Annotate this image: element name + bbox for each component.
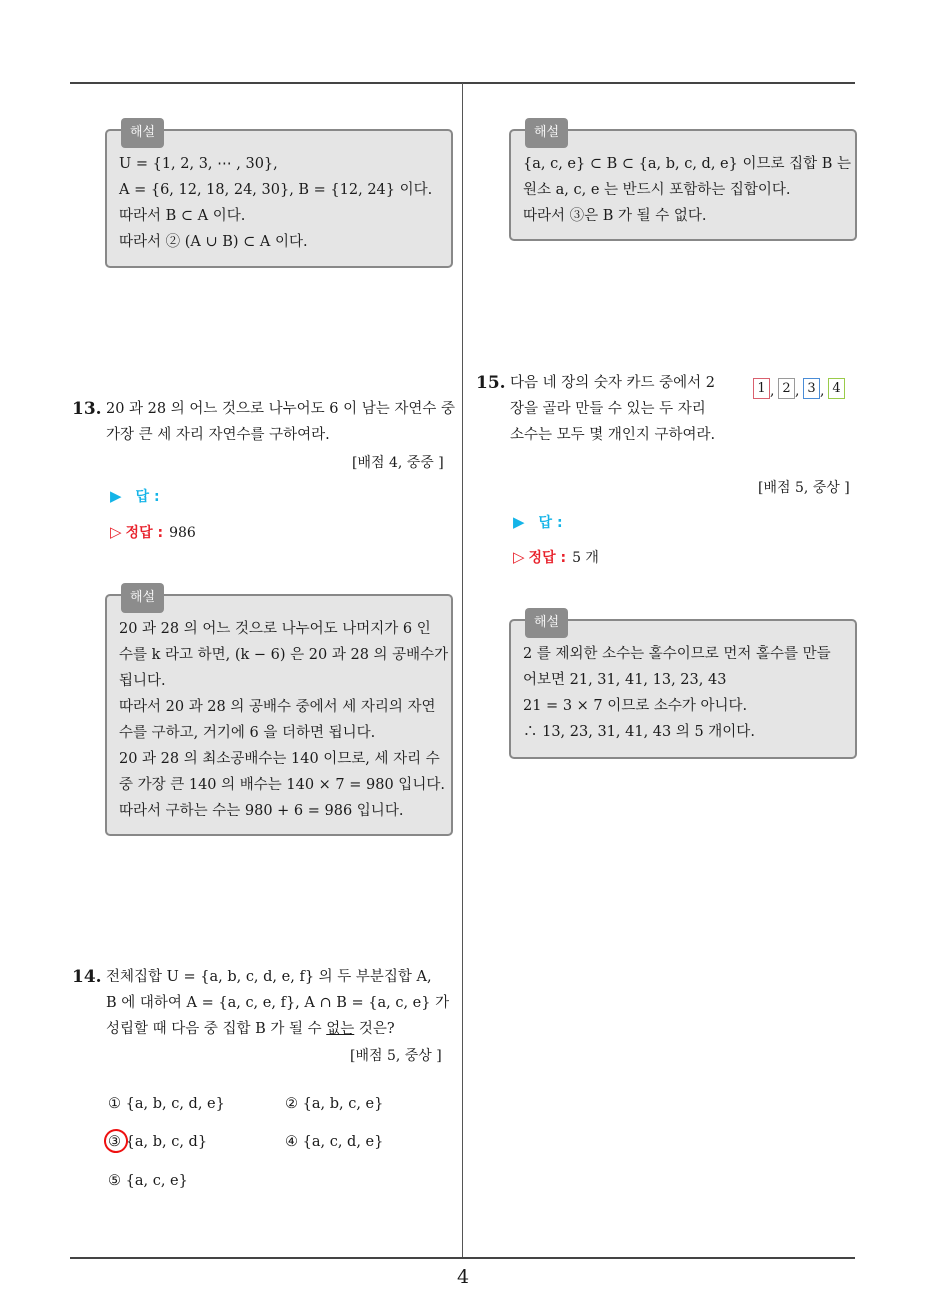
q12-explanation-box (105, 125, 453, 268)
explanation-line: 2 를 제외한 소수는 홀수이므로 먼저 홀수를 만들 (523, 646, 831, 662)
q15-answer-row (513, 512, 563, 532)
outline-triangle-icon: ▷ (513, 548, 525, 566)
bottom-rule (70, 1257, 855, 1259)
outline-triangle-icon: ▷ (110, 523, 122, 541)
explanation-line: 따라서 ③은 B 가 될 수 없다. (523, 208, 707, 224)
question-number: 14. (72, 967, 102, 987)
explanation-line: 20 과 28 의 최소공배수는 140 이므로, 세 자리 수 (119, 751, 440, 767)
explanation-line: 수를 구하고, 거기에 6 을 더하면 됩니다. (119, 725, 376, 741)
question-number: 15. (476, 373, 506, 393)
number-card-3: 3 (803, 378, 820, 399)
answer-label: 답 : (538, 515, 563, 531)
explanation-line: 원소 a, c, e 는 반드시 포함하는 집합이다. (523, 182, 791, 198)
explanation-line: 20 과 28 의 어느 것으로 나누어도 나머지가 6 인 (119, 621, 431, 637)
explanation-line: 21 = 3 × 7 이므로 소수가 아니다. (523, 698, 748, 714)
question-text-line: 가장 큰 세 자리 자연수를 구하여라. (106, 427, 330, 443)
question-text-line: 다음 네 장의 숫자 카드 중에서 2 (510, 375, 715, 391)
question-15 (476, 370, 756, 448)
question-text-line: 전체집합 U = {a, b, c, d, e, f} 의 두 부분집합 A, (106, 969, 432, 985)
number-card-4: 4 (828, 378, 845, 399)
question-text-line: 20 과 28 의 어느 것으로 나누어도 6 이 남는 자연수 중 (106, 401, 455, 417)
explanation-line: 됩니다. (119, 673, 166, 689)
q13-explanation-box (105, 590, 453, 836)
choice-4[interactable]: ④ {a, c, d, e} (285, 1134, 384, 1150)
explanation-line: 따라서 B ⊂ A 이다. (119, 208, 246, 224)
choice-5[interactable]: ⑤ {a, c, e} (108, 1173, 188, 1189)
explanation-line: 중 가장 큰 140 의 배수는 140 × 7 = 980 입니다. (119, 777, 445, 793)
explanation-line: 따라서 20 과 28 의 공배수 중에서 세 자리의 자연 (119, 699, 436, 715)
q13-correct-row (110, 522, 196, 542)
explanation-line: 수를 k 라고 하면, (k − 6) 은 20 과 28 의 공배수가 (119, 647, 449, 663)
filled-triangle-icon: ▶ (513, 513, 525, 531)
q15-explanation-box (509, 615, 857, 759)
explanation-line: U = {1, 2, 3, ⋯ , 30}, (119, 156, 278, 172)
correct-label: 정답 : (125, 525, 164, 541)
explanation-line: A = {6, 12, 18, 24, 30}, B = {12, 24} 이다. (119, 182, 433, 198)
explanation-line: ∴ 13, 23, 31, 41, 43 의 5 개이다. (523, 724, 755, 740)
q14-explanation-box (509, 125, 857, 241)
question-number: 13. (72, 399, 102, 419)
filled-triangle-icon: ▶ (110, 487, 122, 505)
question-text-line: 소수는 모두 몇 개인지 구하여라. (510, 427, 716, 443)
q13-answer-row (110, 486, 160, 506)
explanation-tag: 해설 (121, 583, 164, 613)
question-text-line: 장을 골라 만들 수 있는 두 자리 (510, 401, 706, 417)
question-text-line: 성립할 때 다음 중 집합 B 가 될 수 없는 것은? (106, 1021, 395, 1037)
explanation-line: 따라서 구하는 수는 980 + 6 = 986 입니다. (119, 803, 404, 819)
column-divider (462, 83, 463, 1257)
q13-score: [배점 4, 중중 ] (352, 455, 444, 471)
underlined-word: 없는 (326, 1021, 355, 1037)
answer-label: 답 : (135, 489, 160, 505)
q15-correct-row (513, 547, 599, 567)
correct-value: 986 (169, 525, 196, 541)
explanation-tag: 해설 (121, 118, 164, 148)
question-text-line: B 에 대하여 A = {a, c, e, f}, A ∩ B = {a, c, e} 가 (106, 995, 450, 1011)
number-cards: 1 , 2 , 3 , 4 (753, 378, 845, 399)
number-card-2: 2 (778, 378, 795, 399)
red-circle-mark-icon (102, 1127, 130, 1155)
question-14 (72, 964, 462, 1042)
choice-3[interactable]: ③ {a, b, c, d} (108, 1134, 208, 1150)
correct-value: 5 개 (572, 550, 599, 566)
explanation-tag: 해설 (525, 118, 568, 148)
explanation-line: 따라서 ② (A ∪ B) ⊂ A 이다. (119, 234, 308, 250)
explanation-line: {a, c, e} ⊂ B ⊂ {a, b, c, d, e} 이므로 집합 B 는 (523, 156, 851, 172)
choice-1[interactable]: ① {a, b, c, d, e} (108, 1096, 225, 1112)
question-13 (72, 396, 462, 448)
q15-score: [배점 5, 중상 ] (758, 480, 850, 496)
choice-2[interactable]: ② {a, b, c, e} (285, 1096, 384, 1112)
explanation-line: 어보면 21, 31, 41, 13, 23, 43 (523, 672, 727, 688)
q14-score: [배점 5, 중상 ] (350, 1048, 442, 1064)
correct-label: 정답 : (528, 550, 567, 566)
explanation-tag: 해설 (525, 608, 568, 638)
page-number: 4 (456, 1266, 470, 1288)
number-card-1: 1 (753, 378, 770, 399)
